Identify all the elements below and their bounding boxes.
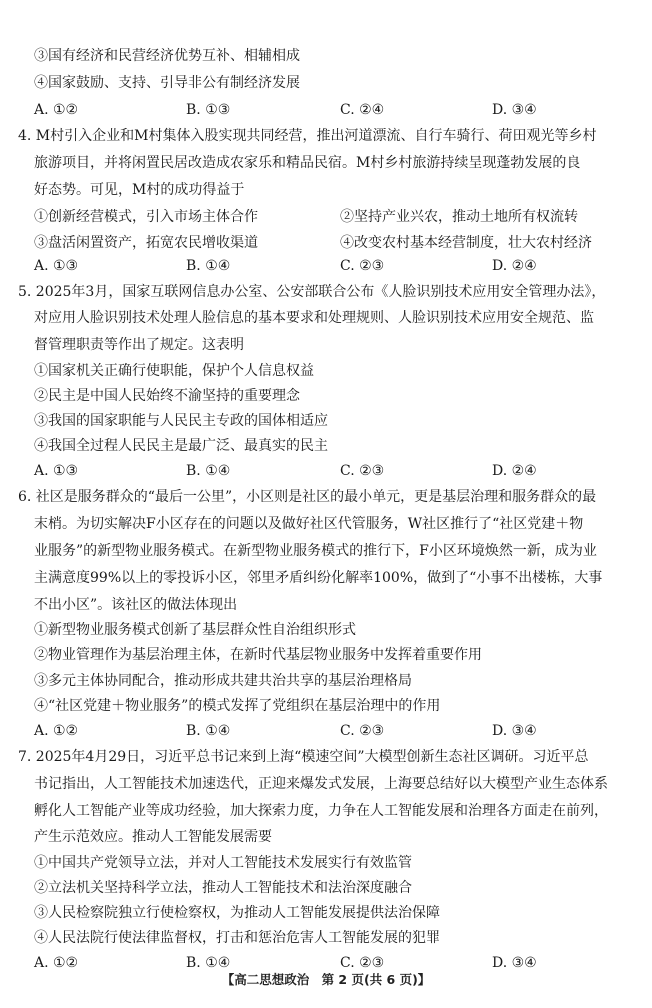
q4-option-b: B. ①④	[186, 258, 231, 274]
q7-item-3: ③人民检察院独立行使检察权，为推动人工智能发展提供法治保障	[34, 905, 440, 921]
q6-item-1: ①新型物业服务模式创新了基层群众性自治组织形式	[34, 622, 356, 638]
q5-option-d: D. ②④	[492, 463, 537, 479]
q3-option-b: B. ①③	[186, 102, 231, 118]
q5-option-a: A. ①③	[34, 463, 79, 479]
q5-item-4: ④我国全过程人民民主是最广泛、最真实的民主	[34, 438, 328, 454]
q6-option-b: B. ①④	[186, 723, 231, 739]
q5-item-1: ①国家机关正确行使职能，保护个人信息权益	[34, 363, 314, 379]
q7-stem-line: 产生示范效应。推动人工智能发展需要	[34, 829, 272, 845]
page-footer	[0, 971, 652, 989]
q6-item-2: ②物业管理作为基层治理主体，在新时代基层物业服务中发挥着重要作用	[34, 647, 482, 663]
q7-item-2: ②立法机关坚持科学立法，推动人工智能技术和法治深度融合	[34, 880, 412, 896]
q7-item-4: ④人民法院行使法律监督权，打击和惩治危害人工智能发展的犯罪	[34, 930, 440, 946]
footer-page-number: 第 2 页(共 6 页)】	[321, 972, 431, 987]
q6-stem-line: 末梢。为切实解决F小区存在的问题以及做好社区代管服务，W社区推行了“社区党建＋物	[34, 516, 584, 532]
q4-option-c: C. ②③	[340, 258, 385, 274]
q7-option-b: B. ①④	[186, 955, 231, 971]
q5-stem-line: 对应用人脸识别技术处理人脸信息的基本要求和处理规则、人脸识别技术应用安全规范、监	[34, 310, 594, 326]
q4-item-3: ③盘活闲置资产，拓宽农民增收渠道	[34, 235, 258, 251]
q4-stem-line: 好态势。可见，M村的成功得益于	[34, 182, 245, 198]
q7-item-1: ①中国共产党领导立法，并对人工智能技术发展实行有效监管	[34, 855, 412, 871]
q6-stem-line: 主满意度99%以上的零投诉小区，邻里矛盾纠纷化解率100%，做到了“小事不出楼栋，大事	[34, 570, 603, 586]
q7-option-a: A. ①②	[34, 955, 79, 971]
q5-option-c: C. ②③	[340, 463, 385, 479]
q6-option-d: D. ③④	[492, 723, 537, 739]
q4-item-2: ②坚持产业兴农，推动土地所有权流转	[340, 209, 578, 225]
q4-item-4: ④改变农村基本经营制度，壮大农村经济	[340, 235, 592, 251]
q3-item-4: ④国家鼓励、支持、引导非公有制经济发展	[34, 75, 300, 91]
q7-option-d: D. ③④	[492, 955, 537, 971]
q3-item-3: ③国有经济和民营经济优势互补、相辅相成	[34, 48, 300, 64]
q6-item-3: ③多元主体协同配合，推动形成共建共治共享的基层治理格局	[34, 673, 412, 689]
q4-option-a: A. ①③	[34, 258, 79, 274]
q4-item-1: ①创新经营模式，引入市场主体合作	[34, 209, 258, 225]
q5-item-2: ②民主是中国人民始终不渝坚持的重要理念	[34, 388, 300, 404]
q5-option-b: B. ①④	[186, 463, 231, 479]
q3-option-d: D. ③④	[492, 102, 537, 118]
q5-stem-line: 5. 2025年3月，国家互联网信息办公室、公安部联合公布《人脸识别技术应用安全管理办法》，	[18, 284, 606, 300]
q3-option-c: C. ②④	[340, 102, 385, 118]
q5-item-3: ③我国的国家职能与人民民主专政的国体相适应	[34, 413, 328, 429]
q3-option-a: A. ①②	[34, 102, 79, 118]
q7-stem-line: 书记指出，人工智能技术加速迭代，正迎来爆发式发展，上海要总结好以大模型产业生态体系	[34, 776, 608, 792]
q6-item-4: ④“社区党建＋物业服务”的模式发挥了党组织在基层治理中的作用	[34, 698, 441, 714]
footer-subject: 【高二思想政治	[221, 972, 310, 987]
q7-option-c: C. ②③	[340, 955, 385, 971]
q6-stem-line: 6. 社区是服务群众的“最后一公里”，小区则是社区的最小单元，更是基层治理和服务群众的最	[18, 489, 597, 505]
q4-stem-line: 4. M村引入企业和M村集体入股实现共同经营，推出河道漂流、自行车骑行、荷田观光等乡村	[18, 128, 597, 144]
q7-stem-line: 7. 2025年4月29日，习近平总书记来到上海“模速空间”大模型创新生态社区调研。习近平总	[18, 749, 589, 765]
q6-stem-line: 不出小区”。该社区的做法体现出	[34, 597, 238, 613]
q6-option-a: A. ①②	[34, 723, 79, 739]
q6-option-c: C. ②③	[340, 723, 385, 739]
q6-stem-line: 业服务”的新型物业服务模式。在新型物业服务模式的推行下，F小区环境焕然一新，成为业	[34, 543, 597, 559]
q4-option-d: D. ②④	[492, 258, 537, 274]
q7-stem-line: 孵化人工智能产业等成功经验，加大探索力度，力争在人工智能发展和治理各方面走在前列，	[34, 803, 608, 819]
q5-stem-line: 督管理职责等作出了规定。这表明	[34, 337, 244, 353]
q4-stem-line: 旅游项目，并将闲置民居改造成农家乐和精品民宿。M村乡村旅游持续呈现蓬勃发展的良	[34, 155, 581, 171]
